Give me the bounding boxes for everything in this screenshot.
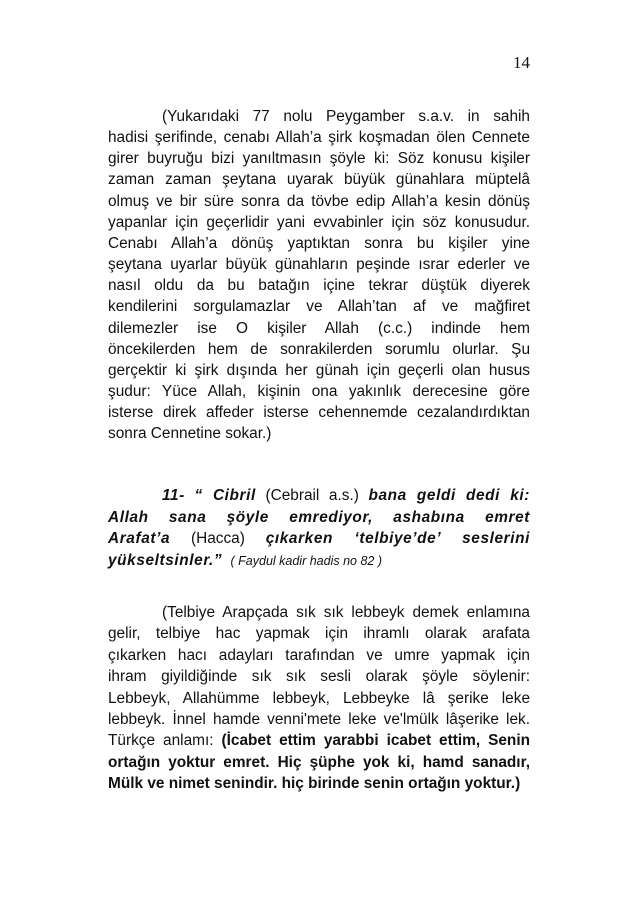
hadith-line xyxy=(108,528,530,550)
text-line: çıkarken hacı adayları tarafından ve umre yapmak için xyxy=(108,646,530,664)
hadith-text: Allah sana şöyle emrediyor, ashabına emret xyxy=(108,508,530,526)
text-line: lebbeyk. İnnel hamde venni'mete leke ve'lmülk lâşerike lek. xyxy=(108,711,530,729)
text-line: şudur: Yüce Allah, kişinin ona yakınlık derecesine göre xyxy=(108,383,530,401)
hadith-line xyxy=(108,550,530,573)
text-line: Lebbeyk, Allahümme lebbeyk, Lebbeyke lâ şerike leke xyxy=(108,689,530,707)
translation-text: ortağın yoktur emret. Hiç şüphe yok ki, hamd sanadır, xyxy=(108,753,530,771)
hadith-text: “ Cibril xyxy=(194,487,256,504)
hadith-aside: (Hacca) xyxy=(190,530,245,548)
text-line: (Yukarıdaki 77 nolu Peygamber s.a.v. in sahih xyxy=(162,108,530,125)
hadith-text: bana geldi dedi ki: xyxy=(368,487,530,504)
text-line: yapanlar için geçerlidir yani evvabinler için söz konusudur. xyxy=(108,213,530,231)
text-line: gelir, telbiye hac yapmak için ihramlı olarak arafata xyxy=(108,625,530,643)
text-line: nasıl oldu da bu batağın içine tekrar düştük diyerek xyxy=(108,277,530,295)
translation-line xyxy=(108,730,530,751)
text-line: olmuş ve bir süre sonra da tövbe edip Allah’a kesin dönüş xyxy=(108,192,530,210)
text-line: (Telbiye Arapçada sık sık lebbeyk demek enlamına xyxy=(162,604,530,621)
translation-line xyxy=(108,752,530,773)
text-line: girer buyruğu bizi yanıltmasın şöyle ki: Söz konusu kişiler xyxy=(108,150,530,168)
explanatory-note-paragraph xyxy=(108,106,530,445)
hadith-number: 11- xyxy=(162,487,185,504)
translation-label: Türkçe anlamı: xyxy=(108,732,214,750)
text-line: sonra Cennetine sokar.) xyxy=(108,425,272,443)
hadith-line xyxy=(108,507,530,529)
text-line: zaman zaman şeytana uyarak büyük günahlara müptelâ xyxy=(108,171,530,189)
text-line: Cenabı Allah’a dönüş yaptıktan sonra bu kişiler yine xyxy=(108,234,530,252)
text-line: hadisi şerifinde, cenabı Allah’a şirk koşmadan ölen Cennete xyxy=(108,129,530,147)
translation-line xyxy=(108,773,530,794)
hadith-text: Arafat’a xyxy=(108,530,171,548)
hadith-paragraph xyxy=(108,485,530,573)
translation-text: Mülk ve nimet senindir. hiç birinde senin ortağın yoktur.) xyxy=(108,775,521,793)
text-line: isterse direk affeder isterse cehennemde cezalandırdıktan xyxy=(108,404,530,422)
hadith-aside: (Cebrail a.s.) xyxy=(265,487,359,504)
hadith-text: çıkarken ‘telbiye’de’ seslerini xyxy=(265,530,530,548)
text-line: öncekilerden hem de sonrakilerden sorumlu olurlar. Şu xyxy=(108,340,530,358)
text-line: dilemezler ise O kişiler Allah (c.c.) indinde hem xyxy=(108,319,530,337)
page-number: 14 xyxy=(513,53,530,72)
text-line: şeytana uyarlar büyük günahların peşinde ısrar ederler ve xyxy=(108,256,530,274)
text-line: kendilerini sorgulamazlar ve Allah’tan af ve mağfiret xyxy=(108,298,530,316)
hadith-text: yükseltsinler.” xyxy=(108,552,223,570)
hadith-source-citation: ( Faydul kadir hadis no 82 ) xyxy=(230,554,382,569)
text-line: ihram giyildiğinde sık sık sesli olarak şöyle söylenir: xyxy=(108,668,530,686)
hadith-line xyxy=(108,485,530,507)
translation-text: (İcabet ettim yarabbi icabet ettim, Senin xyxy=(221,732,530,750)
text-line: gerçektir ki şirk dışında her günah için geçerli olan husus xyxy=(108,361,530,379)
telbiye-note-paragraph xyxy=(108,602,530,795)
